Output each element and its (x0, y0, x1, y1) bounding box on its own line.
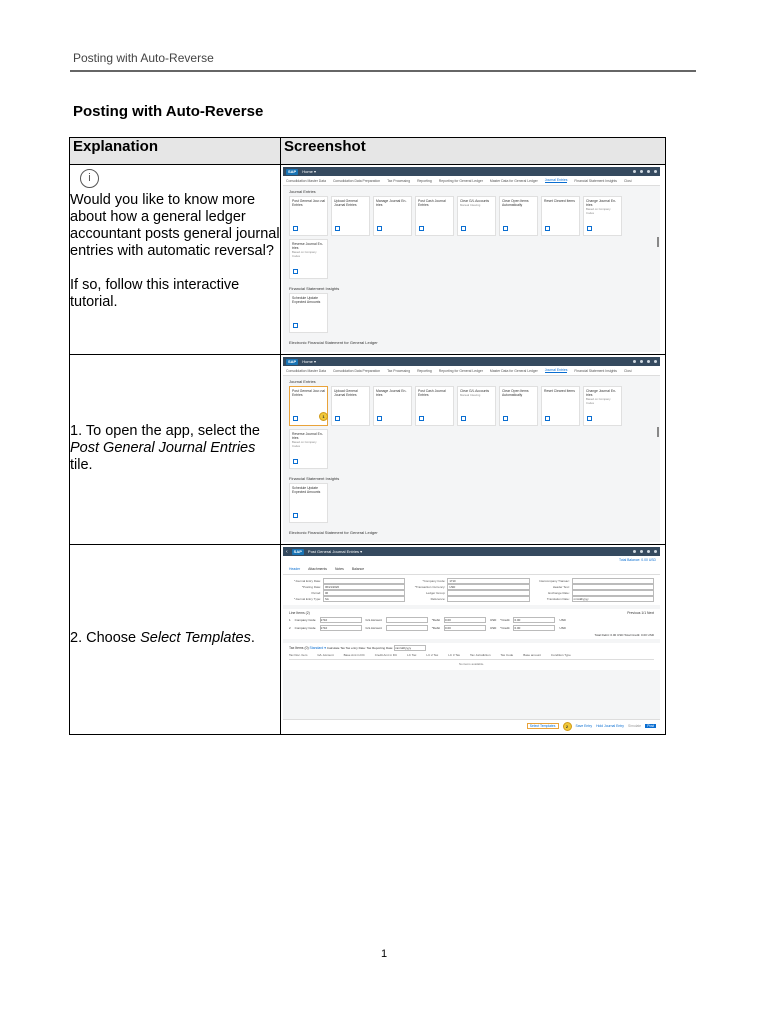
nav-tabs (283, 366, 660, 376)
hold-journal-entry-button[interactable]: Hold Journal Entry (596, 724, 624, 728)
notification-icon[interactable] (647, 170, 650, 173)
credit-input[interactable]: 0.00 (513, 625, 555, 631)
clear-icon (503, 226, 508, 231)
tab[interactable]: Consolidation Master Data (286, 178, 326, 183)
tile-group (283, 429, 660, 469)
tab[interactable]: Master Data for General Ledger (489, 178, 538, 183)
tile-clear-gl-accounts[interactable]: Clear G/L Accounts Manual Clearing (457, 386, 496, 426)
screenshot-cell (281, 545, 666, 735)
scrollbar[interactable] (657, 237, 659, 247)
sap-logo: SAP (293, 548, 302, 554)
search-icon[interactable] (633, 360, 636, 363)
tab[interactable]: Consolidation Data Preparation (332, 178, 381, 183)
shell-title[interactable]: Home ▾ (302, 169, 317, 174)
tab[interactable]: Financial Statement Insights (574, 368, 617, 373)
total-balance: Total Balance: 0.00 USD (283, 556, 660, 564)
document-icon (587, 226, 592, 231)
tab-notes[interactable]: Notes (334, 567, 344, 571)
tab[interactable]: Financial Statement Insights (574, 178, 617, 183)
tab-journal-entries[interactable]: Journal Entries (544, 368, 568, 372)
company-code-field[interactable]: 1710 (447, 578, 529, 584)
company-code-input[interactable]: 1710 (320, 617, 362, 623)
line-items-title: Line Items (2) (289, 611, 310, 615)
tile-manage-journal-entries[interactable]: Manage Journal En-tries (373, 196, 412, 236)
tax-columns: Tax Doc. Item G/L Account Base Amt in DC Credit Amt in DC LC Tax LC 2 Tax LC 3 Tax Tax Jurisdiction Tax Code Base amount Condition Type (289, 651, 654, 660)
tile-group (283, 293, 660, 333)
tax-date-field[interactable]: mm/dd/yyyy (394, 645, 426, 651)
posting-date-field[interactable]: 06/21/2020 (323, 584, 405, 590)
document-icon (377, 416, 382, 421)
table-row (70, 545, 666, 735)
screenshot-cell (281, 355, 666, 545)
document-icon (293, 269, 298, 274)
tab[interactable]: Master Data for General Ledger (489, 368, 538, 373)
chart-icon (293, 323, 298, 328)
tax-items-title: Tax Items (0) (289, 646, 309, 650)
shell-bar (283, 167, 660, 176)
sub-tabs (283, 564, 660, 575)
company-code-input[interactable]: 1710 (320, 625, 362, 631)
cash-icon (419, 226, 424, 231)
period-field[interactable]: 06 (323, 590, 405, 596)
shell-icons (633, 360, 657, 363)
shell-title[interactable]: Home ▾ (302, 359, 317, 364)
document-icon (377, 226, 382, 231)
tab[interactable]: Consolidation Data Preparation (332, 368, 381, 373)
tile-upload-general-journal-entries[interactable]: Upload General Journal Entries (331, 196, 370, 236)
line-items-pager[interactable]: Previous 1/1 Next (627, 611, 654, 615)
avatar[interactable] (654, 360, 657, 363)
page-number: 1 (380, 948, 388, 960)
tile-reverse-journal-entries[interactable]: Reverse Journal En-tries Based on Company Codes (289, 239, 328, 279)
group-title-insights: Financial Statement Insights (289, 286, 340, 291)
sap-post-journal-screenshot (283, 547, 660, 732)
explanation-cell (70, 165, 281, 355)
notification-icon[interactable] (647, 550, 650, 553)
tax-items: Tax Items (0) Standard ▾ Calculate Tax Tax entry Date: Tax Reporting Date: mm/dd/yyyy Tax Doc. Item G/L Account Base Amt in DC Credit Amt in DC LC Tax LC 2 Tax LC 3 Tax Tax Jurisdiction Tax Code Base amount Condition Type No items available. (283, 643, 660, 670)
tab[interactable]: Reporting for General Ledger (438, 368, 483, 373)
select-templates-button[interactable]: Select Templates (527, 723, 559, 729)
tab-balance[interactable]: Balance (351, 567, 365, 571)
tab[interactable]: Tax Processing (387, 178, 411, 183)
back-icon[interactable]: ‹ (286, 548, 288, 555)
header-explanation: Explanation (70, 138, 281, 165)
tile-reverse-journal-entries[interactable]: Reverse Journal En-tries Based on Company Codes (289, 429, 328, 469)
search-icon[interactable] (633, 550, 636, 553)
nav-tabs (283, 176, 660, 186)
tile-clear-gl-accounts[interactable]: Clear G/L Accounts Manual Clearing (457, 196, 496, 236)
tile-change-journal-entries[interactable]: Change Journal En-tries Based on Company Codes (583, 196, 622, 236)
credit-input[interactable]: 0.00 (513, 617, 555, 623)
line-items (283, 609, 660, 639)
document-icon (293, 459, 298, 464)
info-icon: i (80, 169, 99, 188)
tile-change-journal-entries[interactable]: Change Journal En-tries Based on Company Codes (583, 386, 622, 426)
tab-journal-entries[interactable]: Journal Entries (544, 178, 568, 182)
debit-input[interactable]: 0.00 (444, 617, 486, 623)
group-title-electronic: Electronic Financial Statement for General Ledger (289, 530, 378, 535)
gl-account-input[interactable] (386, 625, 428, 631)
explanation-cell (70, 545, 281, 735)
sap-logo: SAP (288, 358, 297, 364)
cash-icon (419, 416, 424, 421)
search-icon[interactable] (633, 170, 636, 173)
variant-select[interactable]: Standard ▾ (309, 646, 326, 650)
tile-schedule-update[interactable]: Schedule Update Expected Amounts (289, 293, 328, 333)
journal-entry-type-field[interactable]: SA (323, 596, 405, 602)
tile-group (283, 386, 660, 426)
step-badge: 2 (563, 722, 572, 731)
page-title: Posting with Auto-Reverse (73, 103, 264, 120)
step-2-text: 2. Choose Select Templates. (70, 629, 255, 646)
tile-post-cash-journal-entries[interactable]: Post Cash Journal Entries (415, 196, 454, 236)
tile-post-cash-journal-entries[interactable]: Post Cash Journal Entries (415, 386, 454, 426)
tile-reset-cleared-items[interactable]: Reset Cleared Items (541, 386, 580, 426)
transaction-currency-field[interactable]: USD (447, 584, 529, 590)
shell-icons (633, 170, 657, 173)
sap-home-screenshot (283, 167, 660, 352)
post-button[interactable]: Post (647, 724, 654, 728)
explanation-cell (70, 355, 281, 545)
header-form (283, 575, 660, 605)
shell-bar (283, 547, 660, 556)
avatar[interactable] (654, 550, 657, 553)
table-row (70, 355, 666, 545)
tab[interactable]: Reporting for General Ledger (438, 178, 483, 183)
sap-home-screenshot-step1 (283, 357, 660, 542)
step-badge: 1 (319, 412, 328, 421)
shell-bar (283, 357, 660, 366)
simulate-button[interactable]: Simulate (628, 724, 642, 728)
tile-clear-open-items[interactable]: Clear Open Items Automatically (499, 196, 538, 236)
tile-reset-cleared-items[interactable]: Reset Cleared Items (541, 196, 580, 236)
upload-icon (335, 416, 340, 421)
table-row (70, 165, 666, 355)
tile-group (283, 196, 660, 236)
screenshot-cell (281, 165, 666, 355)
tab[interactable]: Reporting (417, 368, 432, 373)
tab[interactable]: Closi (624, 178, 632, 183)
tile-group (283, 239, 660, 279)
header-rule (70, 70, 696, 72)
no-items-text: No items available. (458, 662, 485, 666)
debit-input[interactable]: 0.00 (444, 625, 486, 631)
clear-icon (461, 226, 466, 231)
table-row: 2 Company Code 1710 G/L Account *Debit 0.00 USD *Credit 0.00 USD (289, 626, 566, 630)
reset-icon (545, 416, 550, 421)
intro-instruction: If so, follow this interactive tutorial. (70, 277, 240, 310)
tab[interactable]: Reporting (417, 178, 432, 183)
tab[interactable]: Tax Processing (387, 368, 411, 373)
reset-icon (545, 226, 550, 231)
form-col-mid: *Company Code: 1710 *Transaction Currency: USD Ledger Group: Reference: (413, 578, 529, 602)
gl-account-input[interactable] (386, 617, 428, 623)
clear-icon (503, 416, 508, 421)
document-icon (587, 416, 592, 421)
totals: Total Debit: 0.00 USD Total Credit: 0.00 USD (594, 633, 654, 637)
tile-upload-general-journal-entries[interactable]: Upload General Journal Entries (331, 386, 370, 426)
footer-toolbar (283, 719, 660, 732)
help-icon[interactable] (640, 170, 643, 173)
header-screenshot: Screenshot (281, 138, 666, 165)
tab-header[interactable]: Header (289, 567, 301, 571)
tile-schedule-update[interactable]: Schedule Update Expected Amounts (289, 483, 328, 523)
tile-manage-journal-entries[interactable]: Manage Journal En-tries (373, 386, 412, 426)
upload-icon (335, 226, 340, 231)
save-entry-button[interactable]: Save Entry (575, 724, 593, 728)
clear-icon (461, 416, 466, 421)
reference-field[interactable] (447, 596, 529, 602)
table-row: 1 Company Code 1710 G/L Account *Debit 0.00 USD *Credit 0.00 USD (289, 618, 566, 622)
shell-title[interactable]: Post General Journal Entries ▾ (307, 549, 363, 554)
form-col-right: Intercompany Transac: Header Text: Exchange Rate: Translation Date: mm/dd/yyyy (538, 578, 654, 602)
tab[interactable]: Consolidation Master Data (286, 368, 326, 373)
tab[interactable]: Closi (624, 368, 632, 373)
help-icon[interactable] (640, 360, 643, 363)
chart-icon (293, 513, 298, 518)
tile-group (283, 483, 660, 523)
translation-date-field[interactable]: mm/dd/yyyy (572, 596, 654, 602)
tutorial-table (69, 137, 666, 735)
help-icon[interactable] (640, 550, 643, 553)
step-1-text: 1. To open the app, select the Post General Journal Entries tile. (70, 422, 260, 473)
shell-icons (633, 550, 657, 553)
group-title-electronic: Electronic Financial Statement for General Ledger (289, 340, 378, 345)
notification-icon[interactable] (647, 360, 650, 363)
scrollbar[interactable] (657, 427, 659, 437)
sap-logo: SAP (288, 168, 297, 174)
tile-post-general-journal-entries[interactable]: Post General Jour-nal Entries (289, 196, 328, 236)
tile-clear-open-items[interactable]: Clear Open Items Automatically (499, 386, 538, 426)
document-icon (293, 226, 298, 231)
avatar[interactable] (654, 170, 657, 173)
group-title-insights: Financial Statement Insights (289, 476, 340, 481)
form-col-left: *Journal Entry Date: *Posting Date: 06/21/2020 Period: 06 *Journal Entry Type: SA (289, 578, 405, 602)
tab-attachments[interactable]: Attachments (308, 567, 327, 571)
intro-question: Would you like to know more about how a general ledger accountant posts general journal entries with automatic reversal? (70, 192, 280, 259)
group-title-journal: Journal Entries (289, 189, 316, 194)
running-header: Posting with Auto-Reverse (73, 51, 214, 65)
group-title-journal: Journal Entries (289, 379, 316, 384)
tile-post-general-journal-entries[interactable]: Post General Jour-nal Entries (289, 386, 328, 426)
document-icon (293, 416, 298, 421)
